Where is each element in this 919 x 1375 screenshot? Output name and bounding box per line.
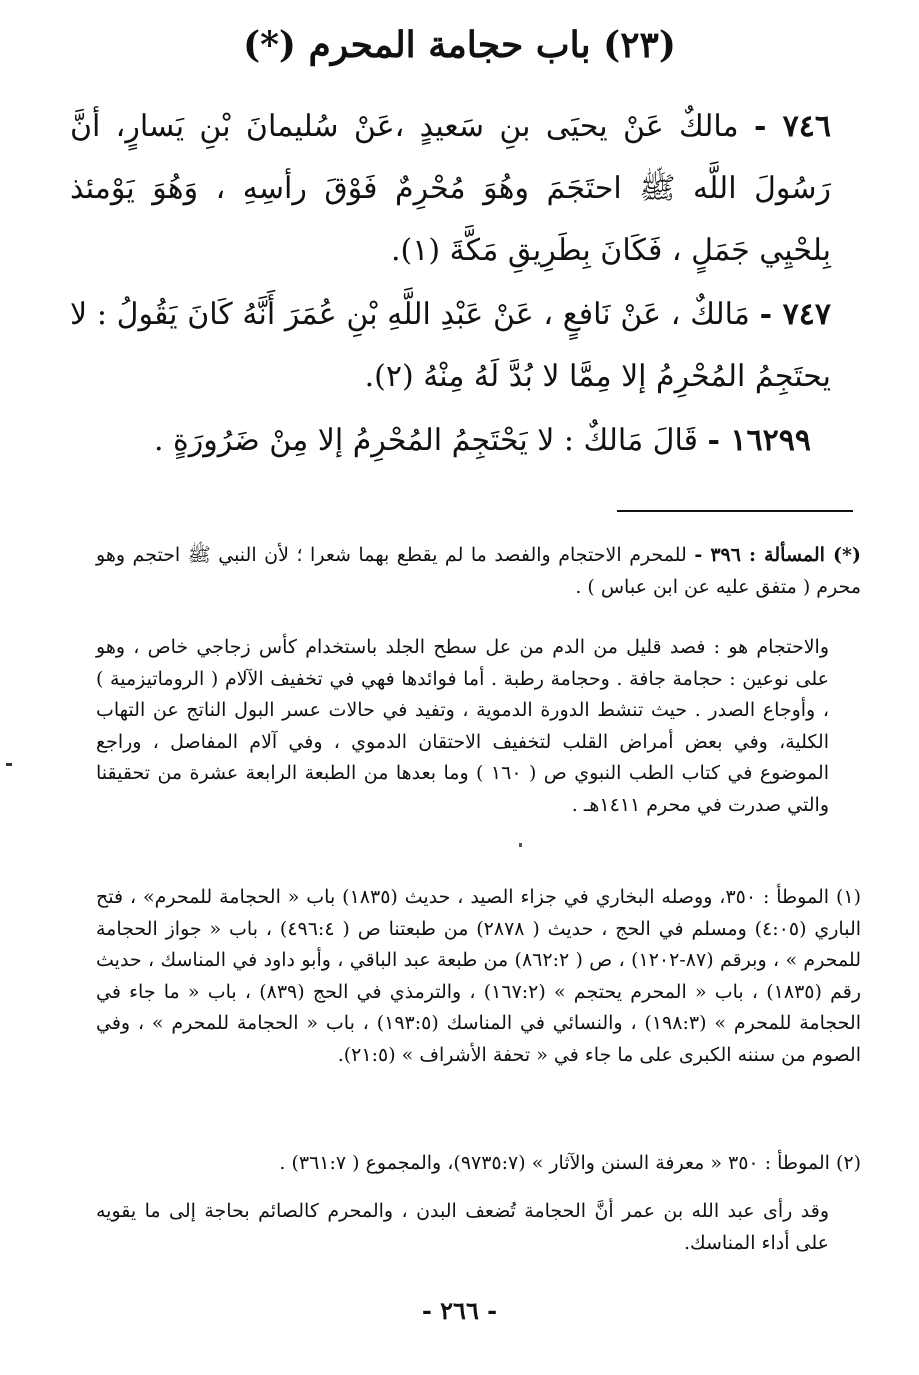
hadith-number: ١٦٢٩٩ - [707,423,811,458]
hadith-746 [70,96,831,282]
hadith-number: ٧٤٦ - [753,109,831,144]
footnote-note: وقد رأى عبد الله بن عمر أنَّ الحجامة تُضعف البدن ، والمحرم كالصائم بحاجة إلى ما يقويه على أداء المناسك. [96,1200,829,1254]
footnote-text: ٣٥٠ « معرفة السنن والآثار » (٩٧٣٥:٧)، والمجموع ( ٣٦١:٧) . [279,1152,759,1174]
page-number: - ٢٦٦ - [421,1296,498,1325]
hadith-text: مالكٌ عَنْ يحيَى بنِ سَعيدٍ ،عَنْ سُليمانَ بْنِ يَسارٍ، أنَّ رَسُولَ اللَّه ﷺ احتَجَمَ وهُوَ مُحْرِمٌ فَوْقَ رأسِهِ ، وَهُوَ يَوْمئذ بِلحْيِي جَمَلٍ ، فَكَانَ بِطَرِيقِ مَكَّةَ (١). [70,109,831,268]
hadith-747 [70,284,831,408]
footnote-separator [617,510,853,512]
hadith-16299 [70,410,811,472]
chapter-title: (٢٣) باب حجامة المحرم (*) [243,24,676,66]
footnote-1 [96,882,861,1071]
hadith-text: مَالكٌ ، عَنْ نَافعٍ ، عَنْ عَبْدِ اللَّهِ بْنِ عُمَرَ أَنَّهُ كَانَ يَقُولُ : لا يحتَجِمُ المُحْرِمُ إلا مِمَّا لا بُدَّ لَهُ مِنْهُ (٢). [70,297,831,394]
scan-speck [519,843,522,847]
footnote-text: للمحرم الاحتجام والفصد ما لم يقطع بهما شعرا ؛ لأن النبي ﷺ احتجم وهو محرم ( متفق عليه عن ابن عباس ) . [96,544,861,598]
hadith-number: ٧٤٧ - [759,297,831,332]
footnote-star [96,540,861,603]
footnote-2 [96,1148,861,1180]
footnote-label: (٢) الموطأ : [764,1152,861,1174]
scan-speck [6,763,12,766]
hadith-text: قَالَ مَالكٌ : لا يَحْتَجِمُ المُحْرِمُ إلا مِنْ ضَرُورَةٍ . [153,423,698,458]
footnote-text: ٣٥٠، ووصله البخاري في جزاء الصيد ، حديث (١٨٣٥) باب « الحجامة للمحرم» ، فتح الباري (٤:٠٥) ومسلم في الحج ، حديث ( ٢٨٧٨) من طبعتنا ص ( ٤٩٦:٤) ، باب « جواز الحجامة للمحرم » ، وبرقم (٨٧-١٢٠٢) ، ص ( ٨٦٢:٢) من طبعة عبد الباقي ، وأبو داود في المناسك ، حديث رقم (١٨٣٥) ، باب « المحرم يحتجم » (١٦٧:٢) ، والترمذي في الحج (٨٣٩) ، باب « ما جاء في الحجامة للمحرم » (١٩٨:٣) ، والنسائي في المناسك (١٩٣:٥) ، باب « الحجامة للمحرم » ، وفي الصوم من سننه الكبرى على ما جاء في « تحفة الأشراف » (٢١:٥). [96,886,862,1066]
footnote-explanation: والاحتجام هو : فصد قليل من الدم من عل سطح الجلد باستخدام كأس زجاجي خاص ، وهو على نوعين : حجامة جافة . وحجامة رطبة . أما فوائدها فهي في تخفيف الآلام ( الروماتيزمية ) ، وأوجاع الصدر . حيث تنشط الدورة الدموية ، وتفيد في حالات عسر البول الناتج عن التهاب الكلية، وفي بعض أمراض القلب لتخفيف الاحتقان الدموي ، وفي آلام المفاصل ، وراجع الموضوع في كتاب الطب النبوي ص ( ١٦٠ ) وما بعدها من الطبعة الرابعة عشرة من تحقيقنا والتي صدرت في محرم ١٤١١هـ . [96,636,829,816]
footnote-label: (*) المسألة : ٣٩٦ - [694,544,861,566]
footnote-label: (١) الموطأ : [762,886,862,908]
